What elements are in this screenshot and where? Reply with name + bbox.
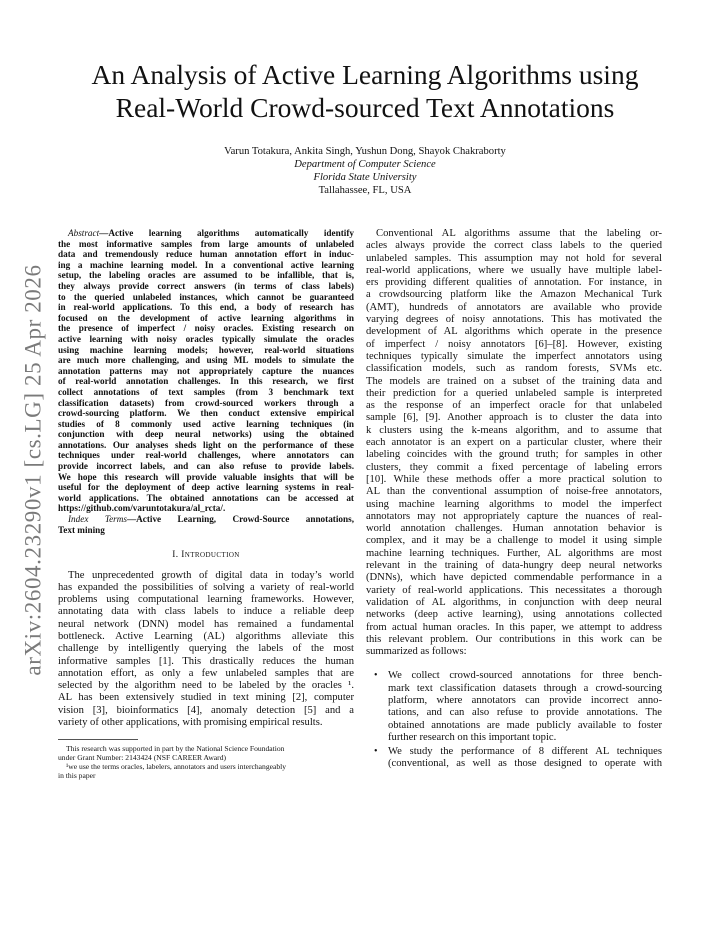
abstract-line: annotation patterns may not appropriately capture the nuances	[58, 365, 354, 376]
contribution-item	[366, 670, 662, 744]
body-line: this relevant problem. Our contributions in this work can be	[366, 633, 662, 645]
body-line: each annotator is an expert on a particular cluster, where their	[366, 437, 662, 449]
body-line: real-world applications, where we usually have multiple label-	[366, 264, 662, 276]
body-line: The unprecedented growth of digital data in today’s world	[68, 569, 354, 581]
abstract-line: useful for the deployment of deep active learning systems in real-	[58, 482, 354, 493]
body-line: labeling coincides with the ground truth; for samples in other	[366, 449, 662, 461]
body-line: problems using computational learning frameworks. However,	[58, 594, 354, 606]
body-line: validation of AL algorithms, in conjunction with deep neural	[366, 596, 662, 608]
abstract-line: focused on the development of active learning algorithms in	[58, 312, 354, 323]
abstract-line: Abstract—Active learning algorithms automatically identify	[68, 228, 354, 238]
title-line: An Analysis of Active Learning Algorithms using	[91, 59, 639, 90]
abstract-line: of real-world annotation challenges. In this research, we first	[58, 376, 354, 387]
body-line: from actual human oracles. In this paper, we attempt to address	[366, 621, 662, 633]
body-line: AL has been extensively studied in text mining [2], computer	[58, 692, 354, 704]
index-terms	[58, 514, 354, 535]
contribution-line: We collect crowd-sourced annotations for three bench-	[388, 670, 662, 682]
contribution-line: tations, and can also refuse to provide annotations. The	[388, 707, 662, 719]
abstract-line: they always provide correct answers (in terms of class labels)	[58, 280, 354, 291]
body-line: sample [6], [9]. Another approach is to cluster the data into	[366, 412, 662, 424]
body-line: bottleneck. Active Learning (AL) algorithms alleviate this	[58, 631, 354, 642]
body-line: their prediction for a queried unlabeled sample is interpreted	[366, 387, 662, 399]
contribution-line: obtained annotations are made publicly available to foster	[388, 719, 662, 731]
abstract-line: conjunction with deep neural networks) using the obtained	[58, 429, 354, 440]
abstract-line: setup, the labeling oracles are assumed to be infallible, that is,	[58, 270, 354, 281]
body-line: annotators may not appropriately capture the nuances of real-	[366, 510, 662, 522]
contribution-line: platform, where annotators can provide incorrect anno-	[388, 694, 662, 706]
body-line: using machine learning algorithms to model the imperfect	[366, 498, 662, 510]
footnote-line: under Grant Number: 2143424 (NSF CAREER Award)	[58, 753, 227, 763]
author-names: Varun Totakura, Ankita Singh, Yushun Dong, Shayok Chakraborty	[224, 146, 506, 157]
body-line: informative samples [1]. This drastically reduces the human	[58, 655, 354, 667]
footnote-line: This research was supported in part by the National Science Foundation	[66, 744, 285, 754]
footnotes	[58, 744, 354, 780]
body-line: relevant in the training of data-hungry deep neural networks	[366, 560, 662, 572]
intro-paragraph	[58, 570, 354, 730]
body-line: unlabeled samples. This assumption may not hold for several	[366, 252, 662, 264]
location: Tallahassee, FL, USA	[318, 185, 412, 196]
body-line: AL than the conventional assumption of noise-free annotators,	[366, 486, 662, 498]
abstract-line: studies of 8 commonly used active learning techniques (in	[58, 418, 354, 429]
abstract-line: classification datasets) from crowd-sourced workers through a	[58, 397, 354, 408]
body-line: ers providing different qualities of annotation. For instance, in	[366, 277, 662, 289]
body-line: summarized as follows:	[366, 646, 467, 658]
footnote-line: ¹we use the terms oracles, labelers, annotators and users interchangeably	[66, 762, 287, 772]
body-line: k clusters using the k-means algorithm, and to assume that	[366, 424, 662, 436]
contribution-line: mark text classification datasets through a crowd-sourcing	[388, 682, 662, 694]
right-column	[366, 228, 662, 771]
abstract-line: ing a machine learning model. In a conventional active learning	[58, 259, 354, 270]
body-line: neural network (DNN) model has remained a fundamental	[58, 618, 354, 630]
contribution-line: We study the performance of 8 different AL techniques	[388, 746, 662, 758]
bullet-marker: •	[374, 746, 378, 758]
abstract-line: the most informative samples from large amounts of unlabeled	[58, 238, 354, 249]
body-line: world annotation challenges. Human annotation behavior is	[366, 523, 662, 535]
contribution-line: further research on this important topic.	[388, 731, 557, 743]
left-column	[58, 228, 354, 780]
footnote-line: in this paper	[58, 771, 96, 781]
bullet-marker: •	[374, 670, 378, 682]
body-line: varying degrees of noisy annotations. This has motivated the	[366, 314, 662, 326]
body-line: complex, and it may be a challenge to model it using simple	[366, 535, 662, 547]
author-block	[40, 145, 690, 197]
body-line: annotation effort, as only a few unlabeled samples that are	[58, 667, 354, 679]
index-terms-line: Index Terms—Active Learning, Crowd-Source annotations,	[68, 514, 354, 525]
index-terms-line-label: Index Terms	[68, 514, 127, 525]
body-line: annotating data with class labels to induce a reliable deep	[58, 606, 354, 618]
abstract-line: to the queried unlabeled instances, which cannot be guaranteed	[58, 291, 354, 302]
abstract-line-label: Abstract	[68, 228, 100, 238]
paper-title	[40, 58, 690, 124]
body-line: vision [3], bioinformatics [4], anomaly detection [5] and a	[58, 704, 354, 716]
abstract-line: crowd-sourcing platform. We then conduct extensive empirical	[58, 408, 354, 419]
body-line: classification models, such as random forests, SVMs etc.	[366, 363, 662, 375]
body-line: challenge by intelligently querying the labels of the most	[58, 643, 354, 655]
body-paragraph	[366, 228, 662, 658]
abstract-line: in real-world applications. To this end, a body of research has	[58, 302, 354, 313]
arxiv-stamp	[14, 210, 54, 730]
body-line: (DNNs), which have depicted commendable performance in a	[366, 572, 662, 584]
body-line: (AMT), hundreds of annotators are available who provide	[366, 301, 662, 313]
body-line: The models are trained on a subset of the training data and	[366, 375, 662, 387]
abstract	[58, 228, 354, 514]
body-line: selected by the algorithm need to be labeled by the oracles ¹.	[58, 680, 354, 692]
index-terms-line: Text mining	[58, 524, 105, 535]
footnote-rule	[58, 739, 138, 740]
contribution-item	[366, 746, 662, 771]
contribution-list	[366, 670, 662, 770]
body-line: a crowdsourcing platform like the Amazon Mechanical Turk	[366, 289, 662, 301]
body-line: [10]. While these methods offer a more practical solution to	[366, 473, 662, 485]
section-heading-introduction	[58, 549, 354, 561]
abstract-line: data and tremendously reduce human annotation effort in induc-	[58, 249, 354, 260]
body-line: variety of other applications, with promising empirical results.	[58, 717, 323, 729]
body-line: development of AL algorithms which operate in the presence	[366, 326, 662, 338]
abstract-line: https://github.com/varuntotakura/al_rcta/.	[58, 503, 226, 514]
abstract-line: world applications. The obtained annotations can be accessed at	[58, 492, 354, 503]
title-line: Real-World Crowd-sourced Text Annotations	[115, 92, 615, 123]
abstract-line: annotations. Our analyses sheds light on the performance of these	[58, 439, 354, 450]
body-line: Conventional AL algorithms assume that the labeling or-	[376, 228, 662, 239]
body-line: has expanded the possibilities of solving a variety of real-world	[58, 581, 354, 593]
abstract-line: provide incorrect labels, and can also refuse to provide labels.	[58, 461, 354, 472]
abstract-line: techniques under real-world challenges, where annotators can	[58, 450, 354, 461]
body-line: machine learning techniques. Further, AL algorithms are most	[366, 547, 662, 559]
abstract-line: are much more challenging, and using ML models to simulate the	[58, 355, 354, 366]
abstract-line: active learning with noisy oracles typically simulate the oracles	[58, 333, 354, 344]
body-line: acles always provide the correct class labels to the queried	[366, 240, 662, 252]
body-line: networks (deep active learning), using annotations collected	[366, 609, 662, 621]
contribution-line: (conventional, as well as those designed to operate with	[388, 758, 662, 770]
body-line: of imperfect / noisy annotators [6]–[8]. However, existing	[366, 338, 662, 350]
body-line: variety of real-world applications. This necessitates a thorough	[366, 584, 662, 596]
arxiv-stamp-text: arXiv:2604.23290v1 [cs.LG] 25 Apr 2026	[21, 264, 47, 676]
body-line: clusters, they commit a fixed percentage of labeling errors	[366, 461, 662, 473]
body-line: techniques typically simulate the imperfect annotators using	[366, 350, 662, 362]
university: Florida State University	[313, 172, 417, 183]
body-line: as the response of an imperfect oracle for that unlabeled	[366, 400, 662, 412]
abstract-line: We hope this research will provide valuable insights that will be	[58, 471, 354, 482]
abstract-line: collect annotations of text samples (from 3 benchmark text	[58, 386, 354, 397]
department: Department of Computer Science	[294, 159, 436, 170]
abstract-line: the presence of imperfect / noisy oracles. Existing research on	[58, 323, 354, 334]
section-number: I.	[172, 550, 179, 561]
abstract-line: using machine learning models; however, real-world situations	[58, 344, 354, 355]
section-title: Introduction	[181, 550, 240, 561]
